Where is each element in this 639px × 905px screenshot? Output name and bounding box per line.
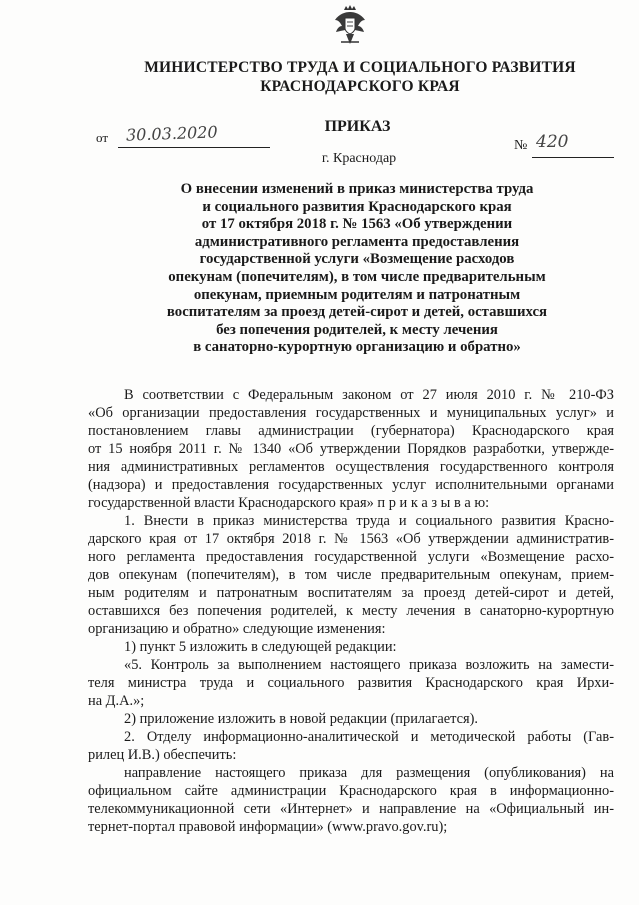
body-line: дов опекунам (попечителям), в том числе предварительным опекунам, прием- [88, 567, 614, 583]
body-line: «Об организации предоставления государственных и муниципальных услуг» и [88, 405, 614, 421]
subject-line: воспитателям за проезд детей-сирот и детей, оставшихся [166, 304, 548, 321]
body-line: ния административных регламентов осуществления государственного контроля [88, 459, 614, 475]
body-line: оставшихся без попечения родителей, к месту лечения в санаторно-курортную [88, 603, 614, 619]
body-line: ным родителям и патронатным воспитателям за проезд детей-сирот и детей, [88, 585, 614, 601]
body-line: 1. Внести в приказ министерства труда и социального развития Красно- [124, 513, 614, 529]
number-label: № [514, 138, 528, 153]
subject-line: от 17 октября 2018 г. № 1563 «Об утверждении [201, 216, 513, 233]
body-line: «5. Контроль за выполнением настоящего приказа возложить на замести- [124, 657, 614, 673]
ministry-line-2: КРАСНОДАРСКОГО КРАЯ [260, 78, 460, 95]
body-line: теля министра труда и социального развития Краснодарского края Ирхи- [88, 675, 614, 691]
subject-line: государственной услуги «Возмещение расходов [199, 251, 515, 268]
body-line: официальном сайте администрации Краснодарского края в информационно- [88, 783, 614, 799]
coat-of-arms-icon [333, 4, 367, 48]
body-line: 1) пункт 5 изложить в следующей редакции: [124, 639, 397, 655]
body-line: дарского края от 17 октября 2018 г. № 1563 «Об утверждении административ- [88, 531, 614, 547]
body-line: постановлением главы администрации (губернатора) Краснодарского края [88, 423, 614, 439]
body-line: 2. Отделу информационно-аналитической и методической работы (Гав- [124, 729, 614, 745]
body-line: организацию и обратно» следующие изменения: [88, 621, 386, 637]
order-subject [0, 181, 639, 357]
body-line: 2) приложение изложить в новой редакции (прилагается). [124, 711, 478, 727]
body-line: рилец И.В.) обеспечить: [88, 747, 237, 763]
body-line: от 15 ноября 2011 г. № 1340 «Об утверждении Порядков разработки, утвержде- [88, 441, 614, 457]
ministry-line-1: МИНИСТЕРСТВО ТРУДА И СОЦИАЛЬНОГО РАЗВИТИЯ [144, 59, 576, 76]
handwritten-date: 30.03.2020 [125, 122, 218, 145]
ministry-name [0, 58, 639, 96]
body-line: на Д.А.»; [88, 693, 145, 709]
city-label: г. Краснодар [321, 151, 397, 166]
body-line: ного регламента предоставления государственной услуги «Возмещение расхо- [88, 549, 614, 565]
subject-line: О внесении изменений в приказ министерства труда [180, 181, 534, 197]
subject-line: опекунам (попечителям), в том числе предварительным [168, 268, 546, 285]
subject-line: в санаторно-курортную организацию и обратно» [193, 339, 521, 356]
date-underline [118, 147, 270, 148]
body-line: телекоммуникационной сети «Интернет» и направление на «Официальный ин- [88, 801, 614, 817]
body-line: государственной власти Краснодарского края» п р и к а з ы в а ю: [88, 495, 490, 511]
subject-line: без попечения родителей, к месту лечения [216, 321, 498, 338]
handwritten-number: 420 [536, 132, 569, 152]
body-line: В соответствии с Федеральным законом от 27 июля 2010 г. № 210-ФЗ [124, 387, 614, 403]
subject-line: опекунам, приемным родителям и патронатным [193, 286, 521, 303]
body-line: тернет-портал правовой информации» (www.pravo.gov.ru); [88, 819, 448, 835]
subject-line: административного регламента предоставления [194, 233, 520, 250]
order-body [88, 386, 614, 836]
subject-line: и социального развития Краснодарского края [202, 198, 512, 215]
doc-title: ПРИКАЗ [324, 118, 391, 135]
body-line: направление настоящего приказа для размещения (опубликования) на [124, 765, 614, 781]
body-line: (надзора) и предоставления государственных услуг исполнительными органами [88, 477, 614, 493]
date-label: от [96, 130, 109, 145]
